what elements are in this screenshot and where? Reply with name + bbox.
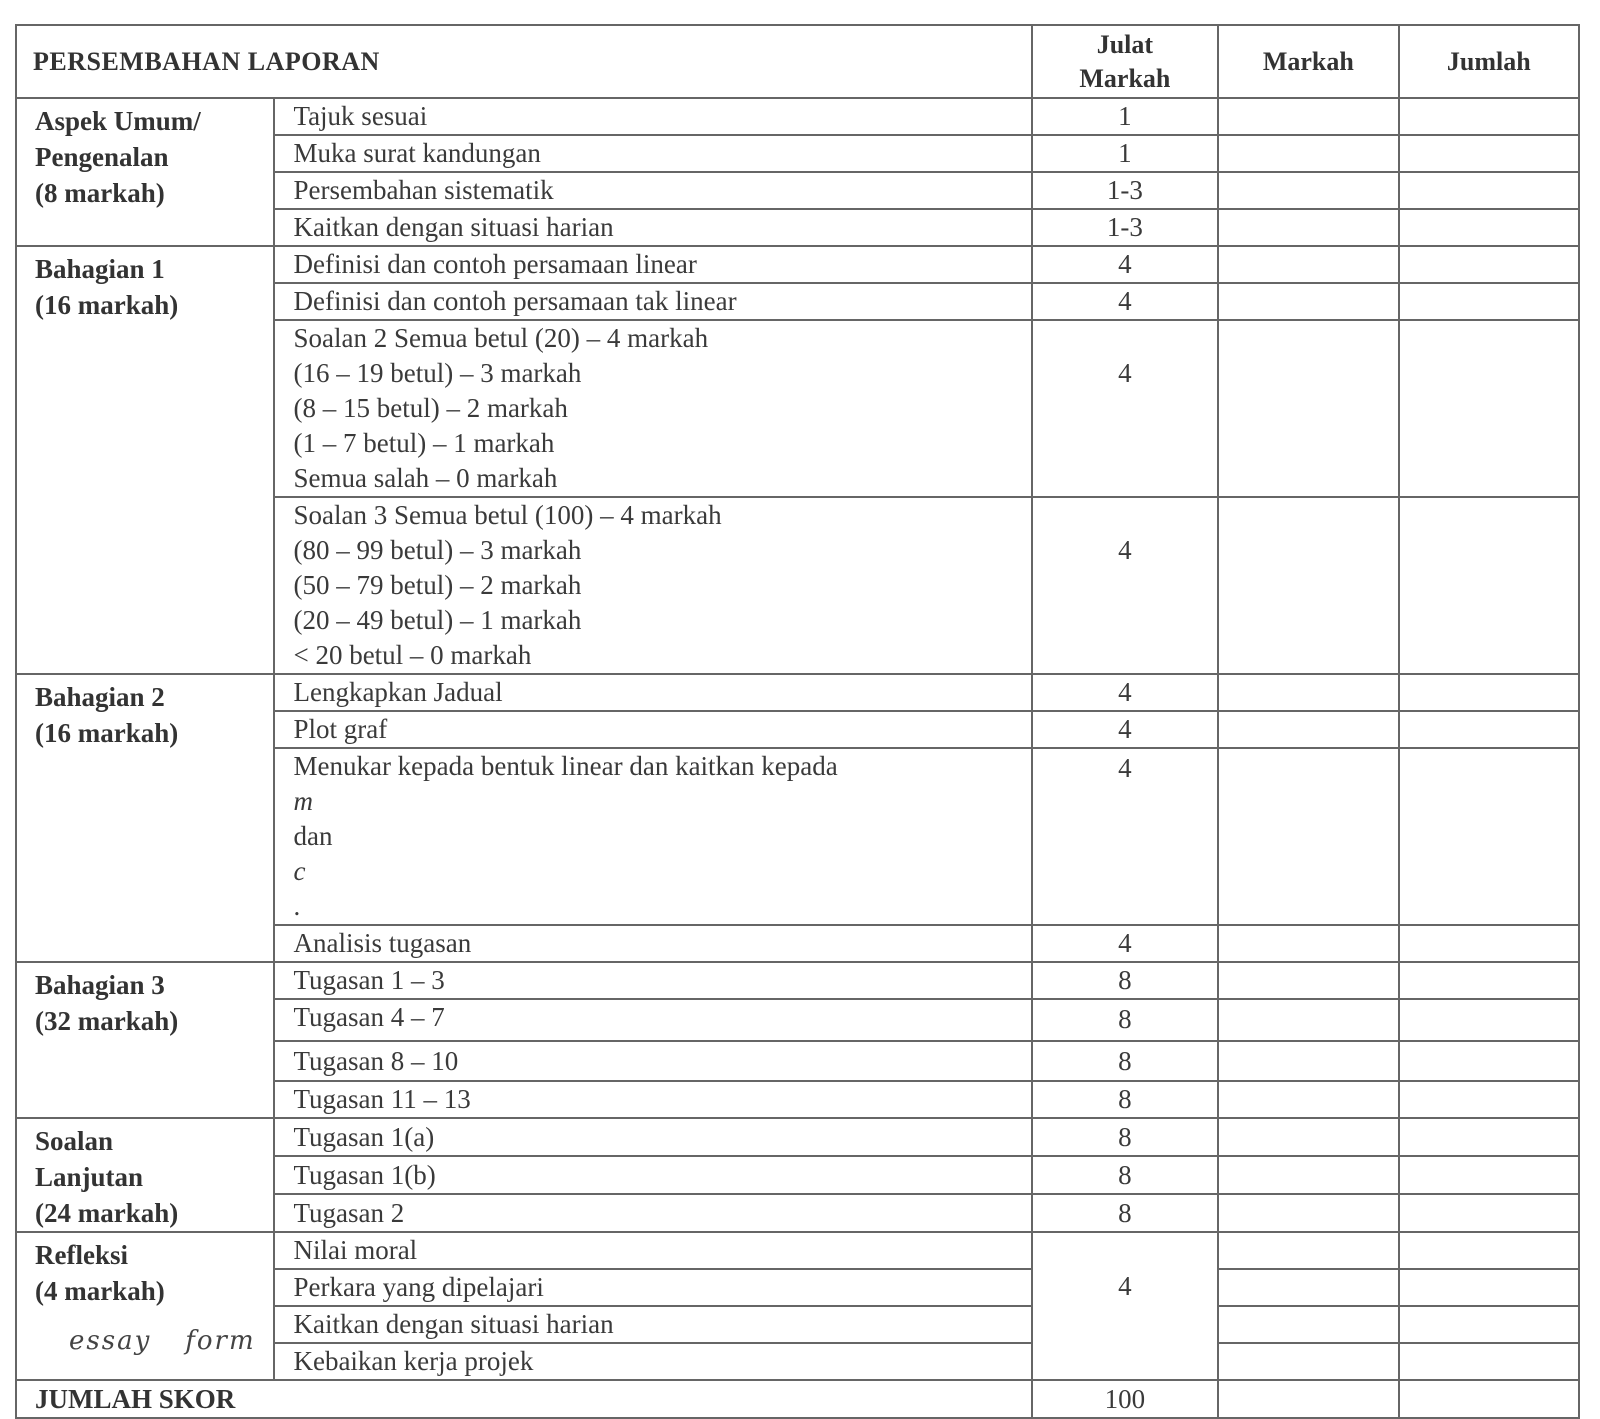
section-label-line: Refleksi (35, 1240, 128, 1270)
markah-cell[interactable] (1218, 135, 1398, 172)
range-cell: 8 (1032, 1118, 1219, 1156)
total-markah-cell[interactable] (1218, 1380, 1398, 1418)
criterion-text: dan (293, 821, 333, 851)
criterion-cell-multiline (274, 748, 1031, 925)
criterion-line: (8 – 15 betul) – 2 markah (293, 393, 568, 423)
section-label-line: (16 markah) (35, 290, 179, 320)
range-cell: 1-3 (1032, 209, 1219, 246)
criterion-line: (16 – 19 betul) – 3 markah (293, 358, 582, 388)
range-cell: 8 (1032, 1156, 1219, 1194)
markah-cell[interactable] (1218, 674, 1398, 711)
section-label-aspek-umum (16, 98, 274, 246)
section-label-line: (8 markah) (35, 178, 165, 208)
criterion-line (293, 819, 1030, 924)
table-row (16, 1232, 1579, 1269)
section-label-line: (24 markah) (35, 1198, 179, 1228)
markah-cell[interactable] (1218, 999, 1398, 1041)
section-label-line: Bahagian 3 (35, 970, 165, 1000)
markah-cell[interactable] (1218, 962, 1398, 999)
criterion-cell: Tugasan 1(b) (274, 1156, 1031, 1194)
section-label-line: Bahagian 2 (35, 682, 165, 712)
table-row (16, 962, 1579, 999)
range-value: 4 (1118, 1270, 1132, 1301)
criterion-line: (20 – 49 betul) – 1 markah (293, 605, 582, 635)
range-cell: 4 (1032, 925, 1219, 962)
range-cell: 1-3 (1032, 172, 1219, 209)
section-label-bahagian-1 (16, 246, 274, 674)
criterion-cell-multiline (274, 497, 1031, 674)
handwritten-note (35, 1323, 273, 1359)
criterion-cell: Plot graf (274, 711, 1031, 748)
criterion-text: Menukar kepada bentuk linear dan kaitkan kepada (293, 751, 838, 781)
range-cell: 1 (1032, 98, 1219, 135)
criterion-cell: Tugasan 11 – 13 (274, 1081, 1031, 1118)
markah-cell[interactable] (1218, 1194, 1398, 1232)
criterion-cell: Muka surat kandungan (274, 135, 1031, 172)
criterion-line: (1 – 7 betul) – 1 markah (293, 428, 555, 458)
range-cell (1032, 497, 1219, 674)
range-cell: 4 (1032, 711, 1219, 748)
range-cell: 8 (1032, 962, 1219, 999)
markah-cell[interactable] (1218, 320, 1398, 497)
jumlah-cell[interactable] (1399, 246, 1579, 283)
criterion-cell: Tajuk sesuai (274, 98, 1031, 135)
range-cell: 4 (1032, 674, 1219, 711)
section-label-line: (16 markah) (35, 718, 179, 748)
criterion-line (293, 749, 1030, 819)
criterion-cell: Kaitkan dengan situasi harian (274, 209, 1031, 246)
criterion-cell: Tugasan 1(a) (274, 1118, 1031, 1156)
section-label-line: Pengenalan (35, 142, 169, 172)
markah-cell[interactable] (1218, 246, 1398, 283)
range-cell: 8 (1032, 1081, 1219, 1118)
jumlah-cell[interactable] (1399, 925, 1579, 962)
jumlah-cell[interactable] (1399, 497, 1579, 674)
range-cell: 1 (1032, 135, 1219, 172)
criterion-cell: Persembahan sistematik (274, 172, 1031, 209)
criterion-cell: Nilai moral (274, 1232, 1031, 1269)
marking-rubric (15, 24, 1580, 1419)
markah-cell[interactable] (1218, 283, 1398, 320)
range-cell-shared (1032, 1232, 1219, 1380)
markah-cell[interactable] (1218, 1081, 1398, 1118)
criterion-text: . (293, 891, 301, 921)
criterion-cell-multiline (274, 320, 1031, 497)
markah-cell[interactable] (1218, 497, 1398, 674)
variable-c: c (293, 856, 306, 886)
range-cell: 4 (1032, 748, 1219, 925)
header-julat-line1: Julat (1096, 29, 1154, 59)
section-label-line: Lanjutan (35, 1162, 144, 1192)
jumlah-cell[interactable] (1399, 1306, 1579, 1343)
criterion-cell: Perkara yang dipelajari (274, 1269, 1031, 1306)
criterion-cell: Tugasan 2 (274, 1194, 1031, 1232)
criterion-line: Semua salah – 0 markah (293, 463, 558, 493)
markah-cell[interactable] (1218, 1041, 1398, 1081)
criterion-line: (50 – 79 betul) – 2 markah (293, 570, 582, 600)
markah-cell[interactable] (1218, 1232, 1398, 1269)
total-jumlah-cell[interactable] (1399, 1380, 1579, 1418)
jumlah-cell[interactable] (1399, 1118, 1579, 1156)
markah-cell[interactable] (1218, 711, 1398, 748)
header-markah: Markah (1218, 25, 1398, 98)
jumlah-cell[interactable] (1399, 1194, 1579, 1232)
jumlah-cell[interactable] (1399, 1232, 1579, 1269)
section-label-line: (4 markah) (35, 1276, 165, 1306)
criterion-cell: Tugasan 8 – 10 (274, 1041, 1031, 1081)
range-value: 4 (1118, 358, 1132, 388)
jumlah-cell[interactable] (1399, 674, 1579, 711)
jumlah-cell[interactable] (1399, 209, 1579, 246)
header-julat-markah (1032, 25, 1219, 98)
jumlah-cell[interactable] (1399, 748, 1579, 925)
section-label-line: Bahagian 1 (35, 254, 165, 284)
criterion-cell: Definisi dan contoh persamaan linear (274, 246, 1031, 283)
criterion-cell: Kaitkan dengan situasi harian (274, 1306, 1031, 1343)
total-label: JUMLAH SKOR (16, 1380, 1032, 1418)
markah-cell[interactable] (1218, 209, 1398, 246)
variable-m: m (293, 786, 313, 816)
header-row (16, 25, 1579, 98)
handwritten-word: essay (69, 1326, 152, 1356)
range-cell: 4 (1032, 283, 1219, 320)
jumlah-cell[interactable] (1399, 1156, 1579, 1194)
criterion-line: Soalan 2 Semua betul (20) – 4 markah (293, 323, 709, 353)
section-label-bahagian-2 (16, 674, 274, 962)
jumlah-cell[interactable] (1399, 962, 1579, 999)
criterion-cell: Tugasan 4 – 7 (274, 999, 1031, 1041)
criterion-cell: Analisis tugasan (274, 925, 1031, 962)
total-range: 100 (1032, 1380, 1219, 1418)
table-row (16, 674, 1579, 711)
criterion-line: Soalan 3 Semua betul (100) – 4 markah (293, 500, 722, 530)
markah-cell[interactable] (1218, 1269, 1398, 1306)
markah-cell[interactable] (1218, 1343, 1398, 1380)
criterion-cell: Lengkapkan Jadual (274, 674, 1031, 711)
jumlah-cell[interactable] (1399, 172, 1579, 209)
jumlah-cell[interactable] (1399, 135, 1579, 172)
markah-cell[interactable] (1218, 925, 1398, 962)
jumlah-cell[interactable] (1399, 999, 1579, 1041)
handwritten-word: form (185, 1326, 256, 1356)
section-label-line: Aspek Umum/ (35, 106, 201, 136)
section-label-soalan-lanjutan (16, 1118, 274, 1232)
range-value: 4 (1118, 535, 1132, 565)
criterion-cell: Tugasan 1 – 3 (274, 962, 1031, 999)
jumlah-cell[interactable] (1399, 98, 1579, 135)
criterion-cell: Kebaikan kerja projek (274, 1343, 1031, 1380)
markah-cell[interactable] (1218, 1118, 1398, 1156)
criterion-cell: Definisi dan contoh persamaan tak linear (274, 283, 1031, 320)
header-title: PERSEMBAHAN LAPORAN (16, 25, 1032, 98)
jumlah-cell[interactable] (1399, 1343, 1579, 1380)
rubric-table (15, 24, 1580, 1419)
total-row (16, 1380, 1579, 1418)
markah-cell[interactable] (1218, 172, 1398, 209)
jumlah-cell[interactable] (1399, 1269, 1579, 1306)
section-label-line: (32 markah) (35, 1006, 179, 1036)
jumlah-cell[interactable] (1399, 1081, 1579, 1118)
header-julat-line2: Markah (1079, 63, 1171, 93)
range-cell: 8 (1032, 1194, 1219, 1232)
section-label-line: Soalan (35, 1126, 114, 1156)
section-label-bahagian-3 (16, 962, 274, 1118)
jumlah-cell[interactable] (1399, 283, 1579, 320)
range-cell (1032, 320, 1219, 497)
criterion-line: (80 – 99 betul) – 3 markah (293, 535, 582, 565)
jumlah-cell[interactable] (1399, 711, 1579, 748)
section-label-refleksi (16, 1232, 274, 1380)
jumlah-cell[interactable] (1399, 1041, 1579, 1081)
markah-cell[interactable] (1218, 1306, 1398, 1343)
table-row (16, 98, 1579, 135)
markah-cell[interactable] (1218, 1156, 1398, 1194)
markah-cell[interactable] (1218, 98, 1398, 135)
range-cell: 4 (1032, 246, 1219, 283)
table-row (16, 246, 1579, 283)
range-cell: 8 (1032, 999, 1219, 1041)
markah-cell[interactable] (1218, 748, 1398, 925)
range-cell: 8 (1032, 1041, 1219, 1081)
criterion-line: < 20 betul – 0 markah (293, 640, 532, 670)
jumlah-cell[interactable] (1399, 320, 1579, 497)
table-row (16, 1118, 1579, 1156)
header-jumlah: Jumlah (1399, 25, 1579, 98)
